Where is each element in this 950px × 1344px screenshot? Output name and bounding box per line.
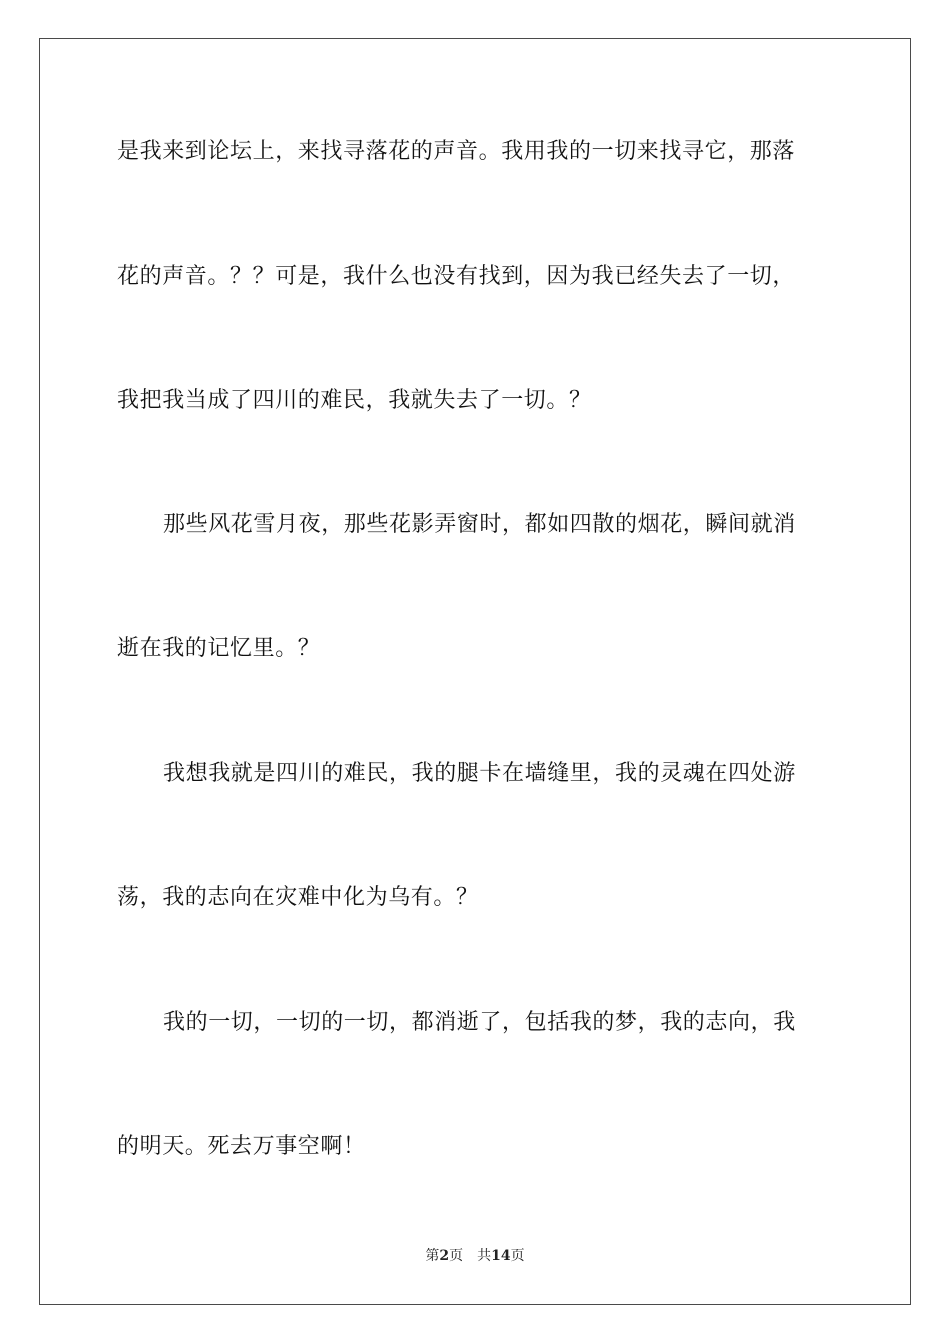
text-line-7: 荡，我的志向在灾难中化为乌有。？	[117, 885, 479, 910]
page-border	[39, 38, 911, 1305]
total-suffix: 页	[510, 1248, 525, 1264]
text-line-1: 是我来到论坛上，来找寻落花的声音。我用我的一切来找寻它，那落	[117, 139, 796, 164]
text-line-2: 花的声音。？？可是，我什么也没有找到，因为我已经失去了一切，	[117, 264, 796, 289]
total-prefix: 共	[477, 1248, 492, 1264]
page-prefix: 第	[425, 1248, 440, 1264]
text-line-3: 我把我当成了四川的难民，我就失去了一切。？	[117, 388, 592, 413]
page-footer	[0, 1247, 950, 1265]
text-line-9: 的明天。死去万事空啊！	[117, 1134, 366, 1159]
page-suffix: 页	[449, 1248, 464, 1264]
total-pages: 14	[491, 1248, 511, 1264]
page-number: 2	[439, 1248, 450, 1264]
text-line-5: 逝在我的记忆里。？	[117, 636, 321, 661]
text-line-8: 我的一切，一切的一切，都消逝了，包括我的梦，我的志向，我	[163, 1010, 796, 1035]
text-line-4: 那些风花雪月夜，那些花影弄窗时，都如四散的烟花，瞬间就消	[163, 512, 796, 537]
text-line-6: 我想我就是四川的难民，我的腿卡在墙缝里，我的灵魂在四处游	[163, 761, 796, 786]
